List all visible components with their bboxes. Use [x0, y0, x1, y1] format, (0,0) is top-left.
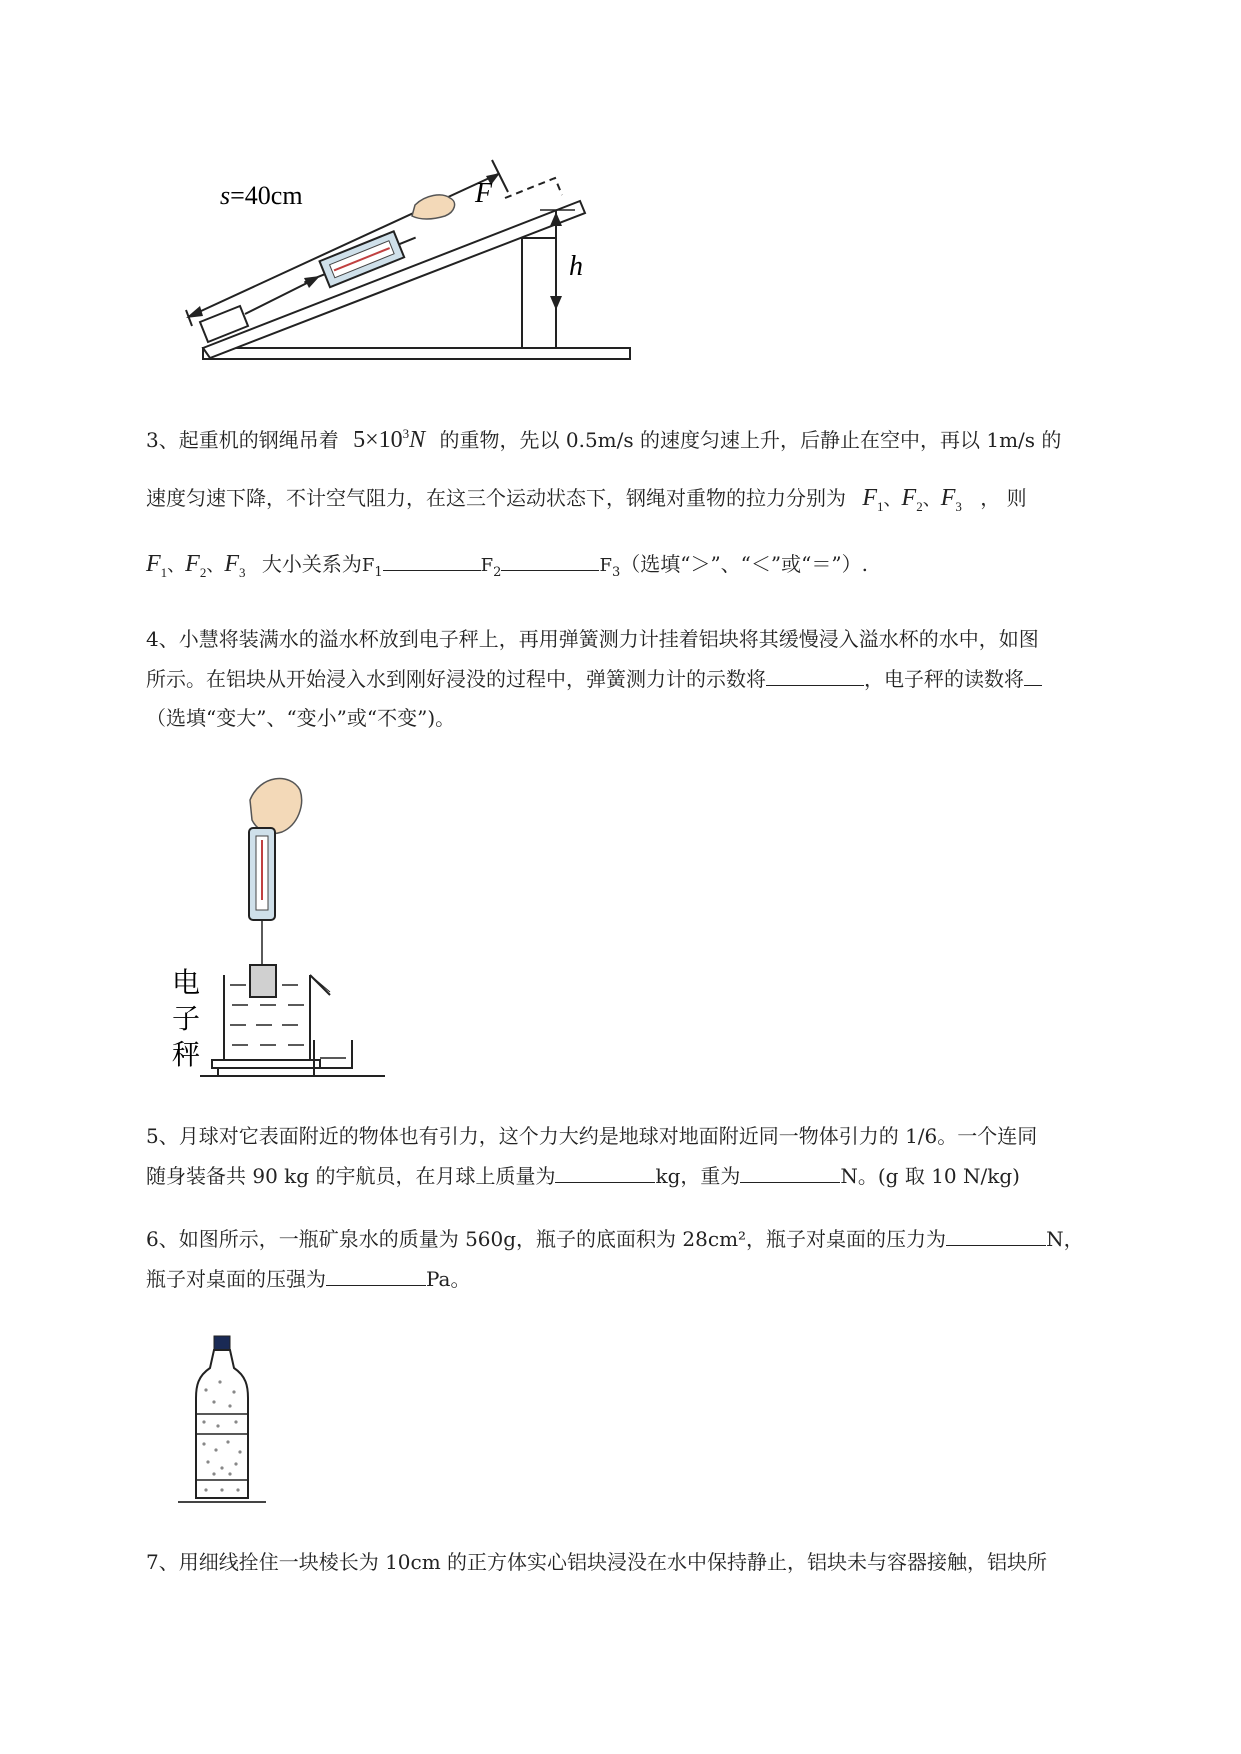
answer-blank-pressure-force[interactable] [946, 1225, 1046, 1246]
force-2: F [901, 485, 917, 511]
answer-blank-f1-f2[interactable] [383, 550, 481, 571]
q6-text-1b: N， [1046, 1227, 1084, 1251]
q3-weight [353, 427, 425, 453]
q3-line-1 [146, 420, 1061, 454]
sep: 、 [883, 489, 902, 509]
q3-text-l3: 大小关系为 [261, 552, 362, 576]
q5-text-2b: kg，重为 [655, 1164, 741, 1188]
q4-text-2b: ，电子秤的读数将 [864, 667, 1024, 691]
incline-figure [170, 150, 640, 370]
force-1-sub: 1 [160, 564, 168, 580]
scale-label-1: 电 [172, 968, 201, 999]
answer-blank-weight[interactable] [740, 1162, 840, 1183]
f2-label: F [480, 555, 494, 576]
q3-line-3 [146, 550, 868, 587]
overflow-cup-figure [170, 770, 400, 1080]
scale-label-3: 秤 [172, 1040, 201, 1071]
q7-text-1: 7、用细线拴住一块棱长为 10cm 的正方体实心铝块浸没在水中保持静止，铝块未与容器接触，铝块所 [146, 1550, 1048, 1574]
force-3: F [224, 551, 240, 577]
q3-text-b: 的重物，先以 0.5m/s 的速度匀速上升，后静止在空中，再以 1m/s 的 [439, 428, 1062, 452]
svg-text:s=40cm [220, 181, 303, 210]
q3-text-a: 起重机的钢绳吊着 [178, 428, 339, 452]
q5-line-2 [146, 1162, 1020, 1190]
q4-text-1: 4、小慧将装满水的溢水杯放到电子秤上，再用弹簧测力计挂着铝块将其缓慢浸入溢水杯的水中，如图 [146, 627, 1039, 651]
answer-blank-pressure[interactable] [326, 1265, 426, 1286]
weight-exp: 3 [402, 426, 410, 441]
q6-text-1a: 6、如图所示，一瓶矿泉水的质量为 560g，瓶子的底面积为 28cm²，瓶子对桌面的压力为 [146, 1227, 947, 1251]
force-3-sub: 3 [239, 564, 246, 580]
q3-text-l3-end: （选填“＞”、“＜”或“＝”）. [620, 552, 868, 576]
answer-blank-scale-reading[interactable] [1024, 665, 1042, 686]
force-1: F [146, 551, 161, 577]
weight-unit: N [409, 427, 426, 453]
q5-text-1: 5、月球对它表面附近的物体也有引力，这个力大约是地球对地面附近同一物体引力的 1/6。一个连同 [146, 1124, 1038, 1148]
height-label: h [569, 251, 583, 282]
force-2: F [185, 551, 200, 577]
q6-text-2b: Pa。 [426, 1267, 471, 1291]
s-var-label: s [220, 181, 231, 210]
q3-number: 3、 [146, 428, 179, 452]
q3-text-l2-end: ， 则 [980, 486, 1027, 510]
q6-line-1 [146, 1225, 1084, 1253]
force-2-sub: 2 [199, 564, 207, 580]
q5-line-1 [146, 1122, 1037, 1150]
weight-coef: 5×10 [353, 427, 403, 453]
force-1-sub: 1 [877, 498, 884, 514]
q4-line-2 [146, 665, 1042, 693]
q4-text-2a: 所示。在铝块从开始浸入水到刚好浸没的过程中，弹簧测力计的示数将 [146, 667, 766, 691]
q4-line-1 [146, 625, 1039, 653]
q3-forces-2 [146, 551, 246, 580]
force-2-sub: 2 [916, 498, 923, 514]
f2-sub: 2 [493, 565, 502, 580]
answer-blank-mass[interactable] [555, 1162, 655, 1183]
q4-line-3 [146, 704, 455, 732]
sep: 、 [167, 555, 186, 575]
q7-line-1 [146, 1548, 1047, 1576]
sep: 、 [922, 489, 941, 509]
f1-label: F [361, 555, 375, 576]
force-3-sub: 3 [955, 498, 962, 514]
force-1: F [862, 485, 878, 511]
q6-text-2a: 瓶子对桌面的压强为 [146, 1267, 326, 1291]
q3-line-2 [146, 484, 1027, 521]
force-3: F [940, 485, 956, 511]
answer-blank-spring-reading[interactable] [766, 665, 864, 686]
scale-label-2: 子 [172, 1004, 201, 1035]
q5-text-2c: N。(g 取 10 N/kg) [840, 1164, 1020, 1188]
sep: 、 [206, 555, 225, 575]
bottle-figure [170, 1330, 280, 1510]
f3-label: F [599, 555, 612, 576]
f3-sub: 3 [611, 565, 621, 580]
q4-text-3: （选填“变大”、“变小”或“不变”)。 [146, 706, 456, 730]
q3-text-l2: 速度匀速下降，不计空气阻力，在这三个运动状态下，钢绳对重物的拉力分别为 [146, 486, 846, 510]
q3-forces [862, 485, 962, 514]
f1-sub: 1 [374, 565, 383, 580]
s-value-label: =40cm [230, 181, 303, 210]
q5-text-2a: 随身装备共 90 kg 的宇航员，在月球上质量为 [146, 1164, 556, 1188]
q6-line-2 [146, 1265, 470, 1293]
answer-blank-f2-f3[interactable] [501, 550, 599, 571]
force-label: F [475, 178, 493, 209]
